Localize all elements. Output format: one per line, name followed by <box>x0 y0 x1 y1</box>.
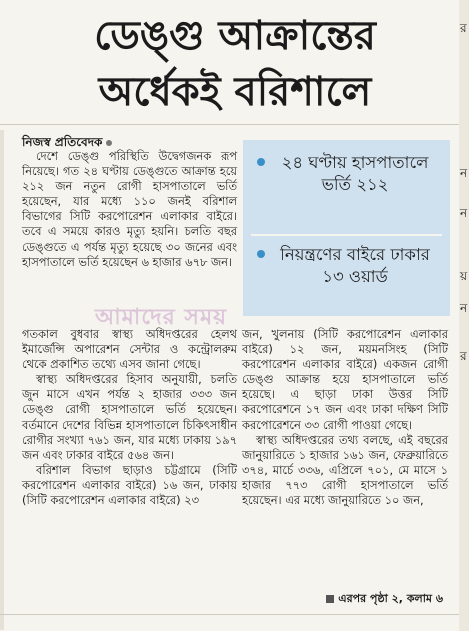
column-1-top <box>22 149 237 270</box>
byline-text: নিজস্ব প্রতিবেদক <box>22 135 103 149</box>
highlight-divider <box>251 234 442 236</box>
edge-letter: ন <box>460 301 468 315</box>
paragraph-lead: দেশে ডেঙ্গু পরিস্থিতি উদ্বেগজনক রূপ নিয়েছে। গত ২৪ ঘণ্টায় ডেঙ্গুতে আক্রান্ত হয়ে ২১২ জন নতুন রোগী হাসপাতালে ভর্তি হয়েছেন, যার মধ্যে ১১০ জনই বরিশাল বিভাগের সিটি করপোরেশন এলাকার বাইরে। তবে এ সময়ে কারও মৃত্যু হয়নি। চলতি বছর ডেঙ্গুতে এ পর্যন্ত মৃত্যু হয়েছে ৩০ জনের এবং হাসপাতালে ভর্তি হয়েছেন ৬ হাজার ৬৭৮ জন। <box>22 149 237 269</box>
divider-bottom <box>0 614 469 615</box>
headline-line-1: ডেঙ্গু আক্রান্তের <box>94 13 376 59</box>
divider-top <box>0 124 469 125</box>
highlight-text-2: নিয়ন্ত্রণের বাইরে ঢাকার ১৩ ওয়ার্ড <box>280 245 430 286</box>
paragraph-source: গতকাল বুধবার স্বাস্থ্য অধিদপ্তরের হেলথ ইমার্জেন্সি অপারেশন সেন্টার ও কন্ট্রোলরুম থেকে প্রকাশিত তথ্যে এসব জানা গেছে। <box>22 327 237 372</box>
edge-letter: র <box>460 21 467 35</box>
left-page-edge <box>0 130 4 630</box>
watermark-logo: আমাদের সময় <box>95 305 228 330</box>
highlight-item-2 <box>257 244 437 288</box>
edge-letter: ন <box>460 206 468 220</box>
paragraph-monthly: স্বাস্থ্য অধিদপ্তরের তথ্য বলছে, এই বছরের জানুয়ারিতে ১ হাজার ১৬১ জন, ফেব্রুয়ারিতে ৩৭৪, মার্চে ৩৩৬, এপ্রিলে ৭০১, মে মাসে ১ হাজার ৭৭৩ রোগী হাসপাতালে ভর্তি হয়েছেন। এর মধ্যে জানুয়ারিতে ১০ জন, <box>242 432 448 508</box>
highlight-item-1 <box>257 152 437 196</box>
headline <box>20 8 450 120</box>
edge-letter: ন <box>460 166 468 180</box>
paragraph-barishal: বরিশাল বিভাগ ছাড়াও চট্টগ্রামে (সিটি করপোরেশন এলাকার বাইরে) ১৬ জন, ঢাকায় (সিটি করপোরেশন এলাকার বাইরে) ২৩ <box>22 462 237 508</box>
bullet-icon <box>257 158 265 166</box>
square-icon <box>326 595 334 603</box>
column-2 <box>242 327 448 508</box>
highlight-text-1: ২৪ ঘণ্টায় হাসপাতালে ভর্তি ২১২ <box>281 153 429 194</box>
bullet-icon <box>257 250 265 258</box>
highlight-box <box>243 140 450 316</box>
paragraph-june: স্বাস্থ্য অধিদপ্তরের হিসাব অনুযায়ী, চলতি জুন মাসে এখন পর্যন্ত ২ হাজার ৩৩৩ জন ডেঙ্গু রোগী হাসপাতালে ভর্তি হয়েছেন। বর্তমানে দেশের বিভিন্ন হাসপাতালে চিকিৎসাধীন রোগীর সংখ্যা ৭৬১ জন, যার মধ্যে ঢাকায় ১৯৭ জন এবং ঢাকার বাইরে ৫৬৪ জন। <box>22 372 237 462</box>
headline-line-2: অর্ধেকই বরিশালে <box>98 69 372 115</box>
paragraph-division-counts: জন, খুলনায় (সিটি করপোরেশন এলাকার বাইরে) ১২ জন, ময়মনসিংহ (সিটি করপোরেশন এলাকার বাইরে) একজন রোগী ডেঙ্গু আক্রান্ত হয়ে হাসপাতালে ভর্তি হয়েছে। এ ছাড়া ঢাকা উত্তর সিটি করপোরেশনে ১৭ জন এবং ঢাকা দক্ষিণ সিটি করপোরেশনে ৩৩ রোগী পাওয়া গেছে। <box>242 327 448 432</box>
right-page-edge <box>459 0 469 631</box>
bullet-icon <box>106 140 112 146</box>
continuation-text: এরপর পৃষ্ঠা ২, কলাম ৬ <box>338 592 443 605</box>
continuation-note <box>326 590 443 609</box>
edge-letter: য় <box>460 269 468 283</box>
column-1-bottom <box>22 327 237 508</box>
edge-letter: র <box>460 349 467 363</box>
